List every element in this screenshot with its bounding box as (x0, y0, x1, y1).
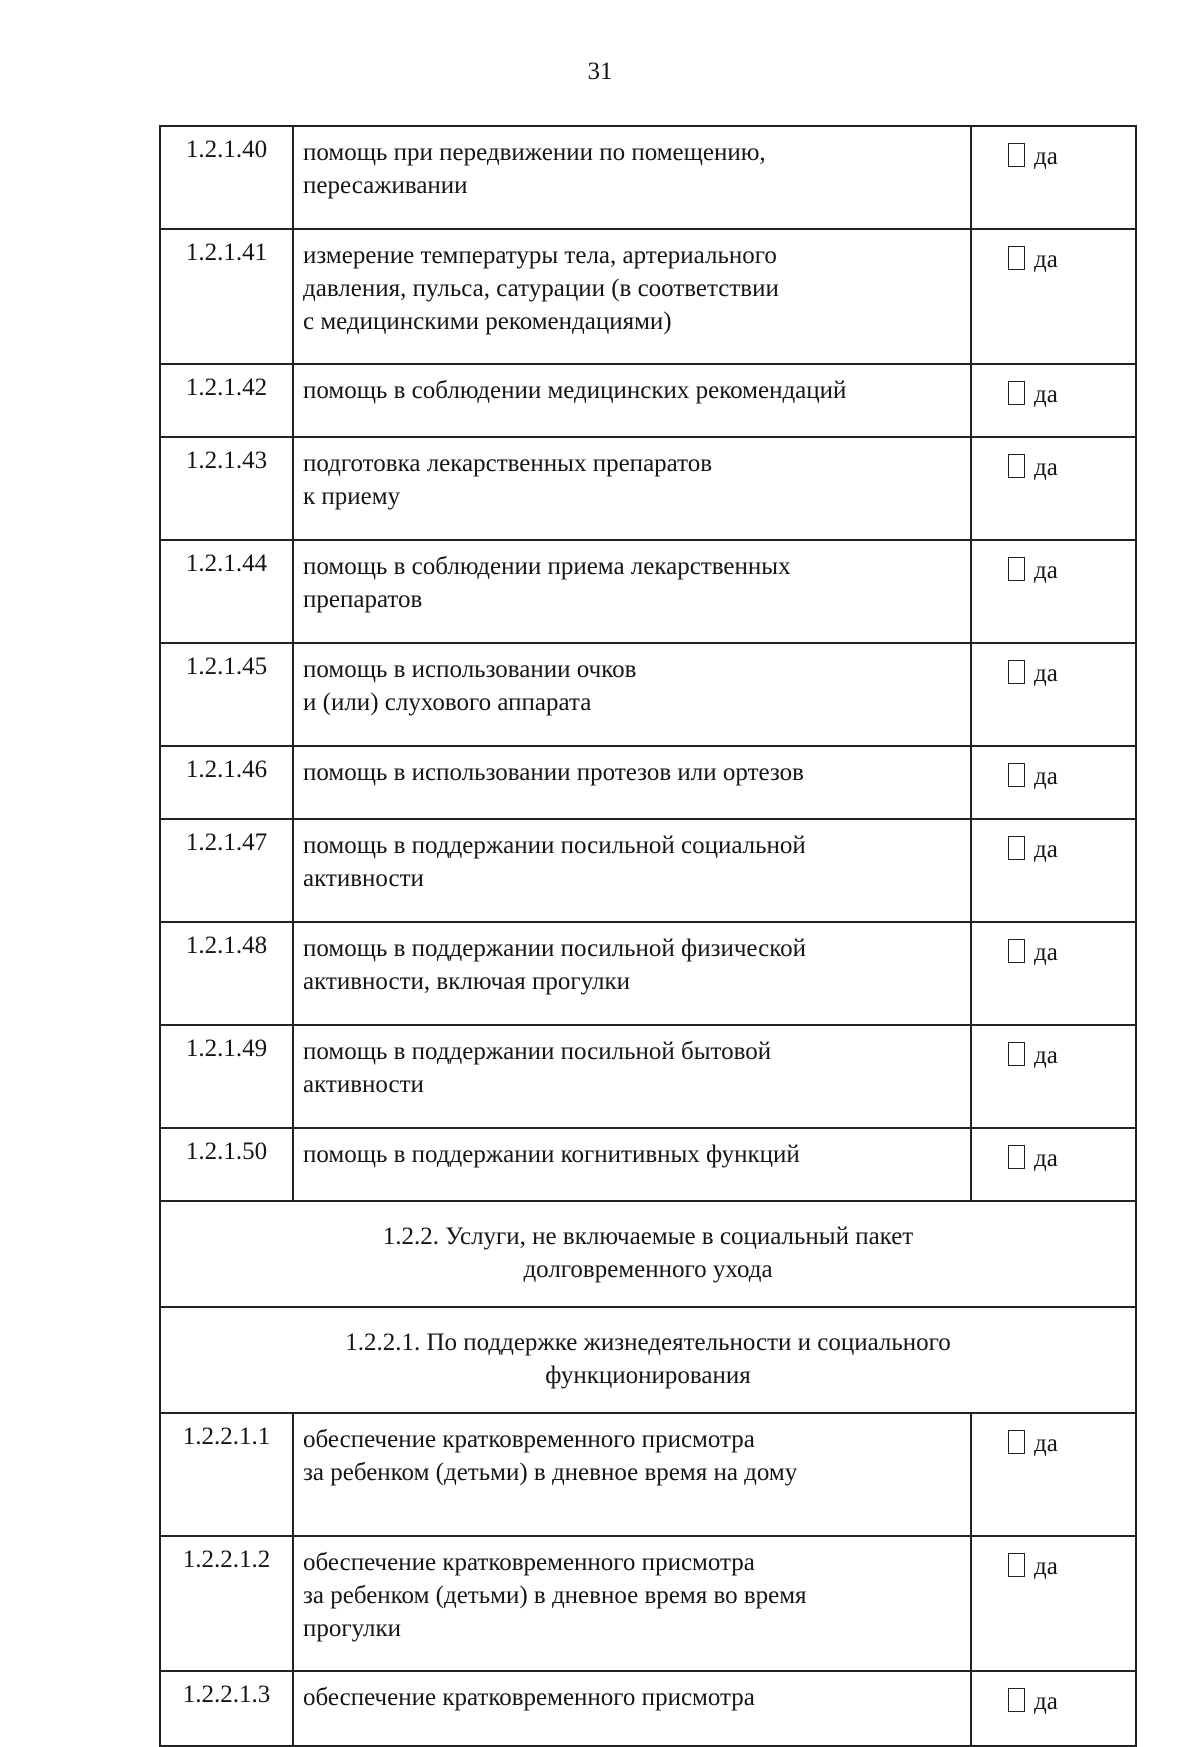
service-code: 1.2.2.1.2 (160, 1536, 293, 1671)
service-code: 1.2.2.1.1 (160, 1413, 293, 1536)
checkbox-label: да (1034, 1145, 1058, 1172)
services-table (159, 125, 1137, 1747)
service-description (293, 1413, 971, 1536)
checkbox-label: да (1034, 557, 1058, 584)
table-row (160, 819, 1136, 922)
table-row (160, 1671, 1136, 1746)
yes-checkbox-cell[interactable] (971, 1128, 1136, 1201)
subsection-heading-line: 1.2.2.1. По поддержке жизнедеятельности и социального (345, 1329, 951, 1356)
description-line: с медицинскими рекомендациями) (303, 308, 672, 335)
description-line: активности, включая прогулки (303, 968, 631, 995)
table-row (160, 922, 1136, 1025)
checkbox-icon[interactable] (1008, 1430, 1025, 1454)
table-row (160, 1536, 1136, 1671)
yes-checkbox-cell[interactable] (971, 540, 1136, 643)
service-code: 1.2.1.41 (160, 229, 293, 364)
service-code: 1.2.1.45 (160, 643, 293, 746)
subsection-heading (160, 1307, 1136, 1413)
checkbox-icon[interactable] (1008, 836, 1025, 860)
service-description (293, 437, 971, 540)
table-row (160, 540, 1136, 643)
service-description (293, 1536, 971, 1671)
service-code: 1.2.1.44 (160, 540, 293, 643)
service-code: 1.2.2.1.3 (160, 1671, 293, 1746)
description-line: помощь в соблюдении медицинских рекомендаций (303, 377, 847, 404)
checkbox-icon[interactable] (1008, 1553, 1025, 1577)
description-line: активности (303, 865, 424, 892)
description-line: обеспечение кратковременного присмотра (303, 1426, 755, 1453)
description-line: прогулки (303, 1615, 402, 1642)
description-line: за ребенком (детьми) в дневное время во время (303, 1582, 807, 1609)
service-code: 1.2.1.50 (160, 1128, 293, 1201)
checkbox-icon[interactable] (1008, 454, 1025, 478)
description-line: к приему (303, 483, 401, 510)
description-line: подготовка лекарственных препаратов (303, 450, 713, 477)
yes-checkbox-cell[interactable] (971, 1025, 1136, 1128)
description-line: помощь в использовании протезов или ортезов (303, 759, 804, 786)
checkbox-label: да (1034, 763, 1058, 790)
checkbox-label: да (1034, 1430, 1058, 1457)
service-code: 1.2.1.48 (160, 922, 293, 1025)
checkbox-icon[interactable] (1008, 1042, 1025, 1066)
checkbox-icon[interactable] (1008, 381, 1025, 405)
service-description (293, 1671, 971, 1746)
yes-checkbox-cell[interactable] (971, 819, 1136, 922)
service-code: 1.2.1.46 (160, 746, 293, 819)
description-line: обеспечение кратковременного присмотра (303, 1684, 755, 1711)
yes-checkbox-cell[interactable] (971, 643, 1136, 746)
table-row (160, 643, 1136, 746)
table-row (160, 126, 1136, 229)
description-line: помощь в поддержании посильной физической (303, 935, 806, 962)
service-description (293, 643, 971, 746)
section-heading-line: 1.2.2. Услуги, не включаемые в социальный пакет (382, 1223, 914, 1250)
service-description (293, 126, 971, 229)
service-description (293, 922, 971, 1025)
yes-checkbox-cell[interactable] (971, 922, 1136, 1025)
checkbox-icon[interactable] (1008, 763, 1025, 787)
service-description (293, 1128, 971, 1201)
checkbox-icon[interactable] (1008, 660, 1025, 684)
checkbox-label: да (1034, 246, 1058, 273)
checkbox-label: да (1034, 1042, 1058, 1069)
description-line: помощь в поддержании посильной социальной (303, 832, 806, 859)
table-row (160, 746, 1136, 819)
service-code: 1.2.1.49 (160, 1025, 293, 1128)
description-line: пересаживании (303, 172, 468, 199)
description-line: помощь в использовании очков (303, 656, 637, 683)
description-line: препаратов (303, 586, 423, 613)
subsection-heading-line: функционирования (545, 1362, 751, 1389)
checkbox-label: да (1034, 660, 1058, 687)
checkbox-icon[interactable] (1008, 1145, 1025, 1169)
yes-checkbox-cell[interactable] (971, 364, 1136, 437)
yes-checkbox-cell[interactable] (971, 1536, 1136, 1671)
service-description (293, 229, 971, 364)
description-line: помощь в поддержании посильной бытовой (303, 1038, 772, 1065)
checkbox-icon[interactable] (1008, 1688, 1025, 1712)
checkbox-label: да (1034, 381, 1058, 408)
yes-checkbox-cell[interactable] (971, 126, 1136, 229)
yes-checkbox-cell[interactable] (971, 1671, 1136, 1746)
service-code: 1.2.1.40 (160, 126, 293, 229)
section-row (160, 1201, 1136, 1307)
section-heading (160, 1201, 1136, 1307)
description-line: активности (303, 1071, 424, 1098)
table-row (160, 1128, 1136, 1201)
description-line: обеспечение кратковременного присмотра (303, 1549, 755, 1576)
checkbox-label: да (1034, 1553, 1058, 1580)
checkbox-icon[interactable] (1008, 557, 1025, 581)
yes-checkbox-cell[interactable] (971, 437, 1136, 540)
yes-checkbox-cell[interactable] (971, 1413, 1136, 1536)
service-code: 1.2.1.42 (160, 364, 293, 437)
service-description (293, 364, 971, 437)
table-row (160, 1025, 1136, 1128)
section-row (160, 1307, 1136, 1413)
service-description (293, 819, 971, 922)
description-line: измерение температуры тела, артериального (303, 242, 777, 269)
description-line: давления, пульса, сатурации (в соответствии (303, 275, 779, 302)
description-line: и (или) слухового аппарата (303, 689, 592, 716)
checkbox-icon[interactable] (1008, 246, 1025, 270)
description-line: помощь в поддержании когнитивных функций (303, 1141, 800, 1168)
yes-checkbox-cell[interactable] (971, 746, 1136, 819)
checkbox-label: да (1034, 836, 1058, 863)
checkbox-label: да (1034, 143, 1058, 170)
section-heading-line: долговременного ухода (523, 1256, 773, 1283)
table-row (160, 437, 1136, 540)
checkbox-label: да (1034, 454, 1058, 481)
page-number: 31 (587, 58, 613, 85)
description-line: помощь в соблюдении приема лекарственных (303, 553, 791, 580)
yes-checkbox-cell[interactable] (971, 229, 1136, 364)
table-row (160, 364, 1136, 437)
table-row (160, 229, 1136, 364)
service-code: 1.2.1.43 (160, 437, 293, 540)
service-description (293, 746, 971, 819)
checkbox-icon[interactable] (1008, 143, 1025, 167)
checkbox-icon[interactable] (1008, 939, 1025, 963)
checkbox-label: да (1034, 939, 1058, 966)
table-row (160, 1413, 1136, 1536)
description-line: за ребенком (детьми) в дневное время на дому (303, 1459, 798, 1486)
description-line: помощь при передвижении по помещению, (303, 139, 766, 166)
service-description (293, 1025, 971, 1128)
service-code: 1.2.1.47 (160, 819, 293, 922)
service-description (293, 540, 971, 643)
checkbox-label: да (1034, 1688, 1058, 1715)
